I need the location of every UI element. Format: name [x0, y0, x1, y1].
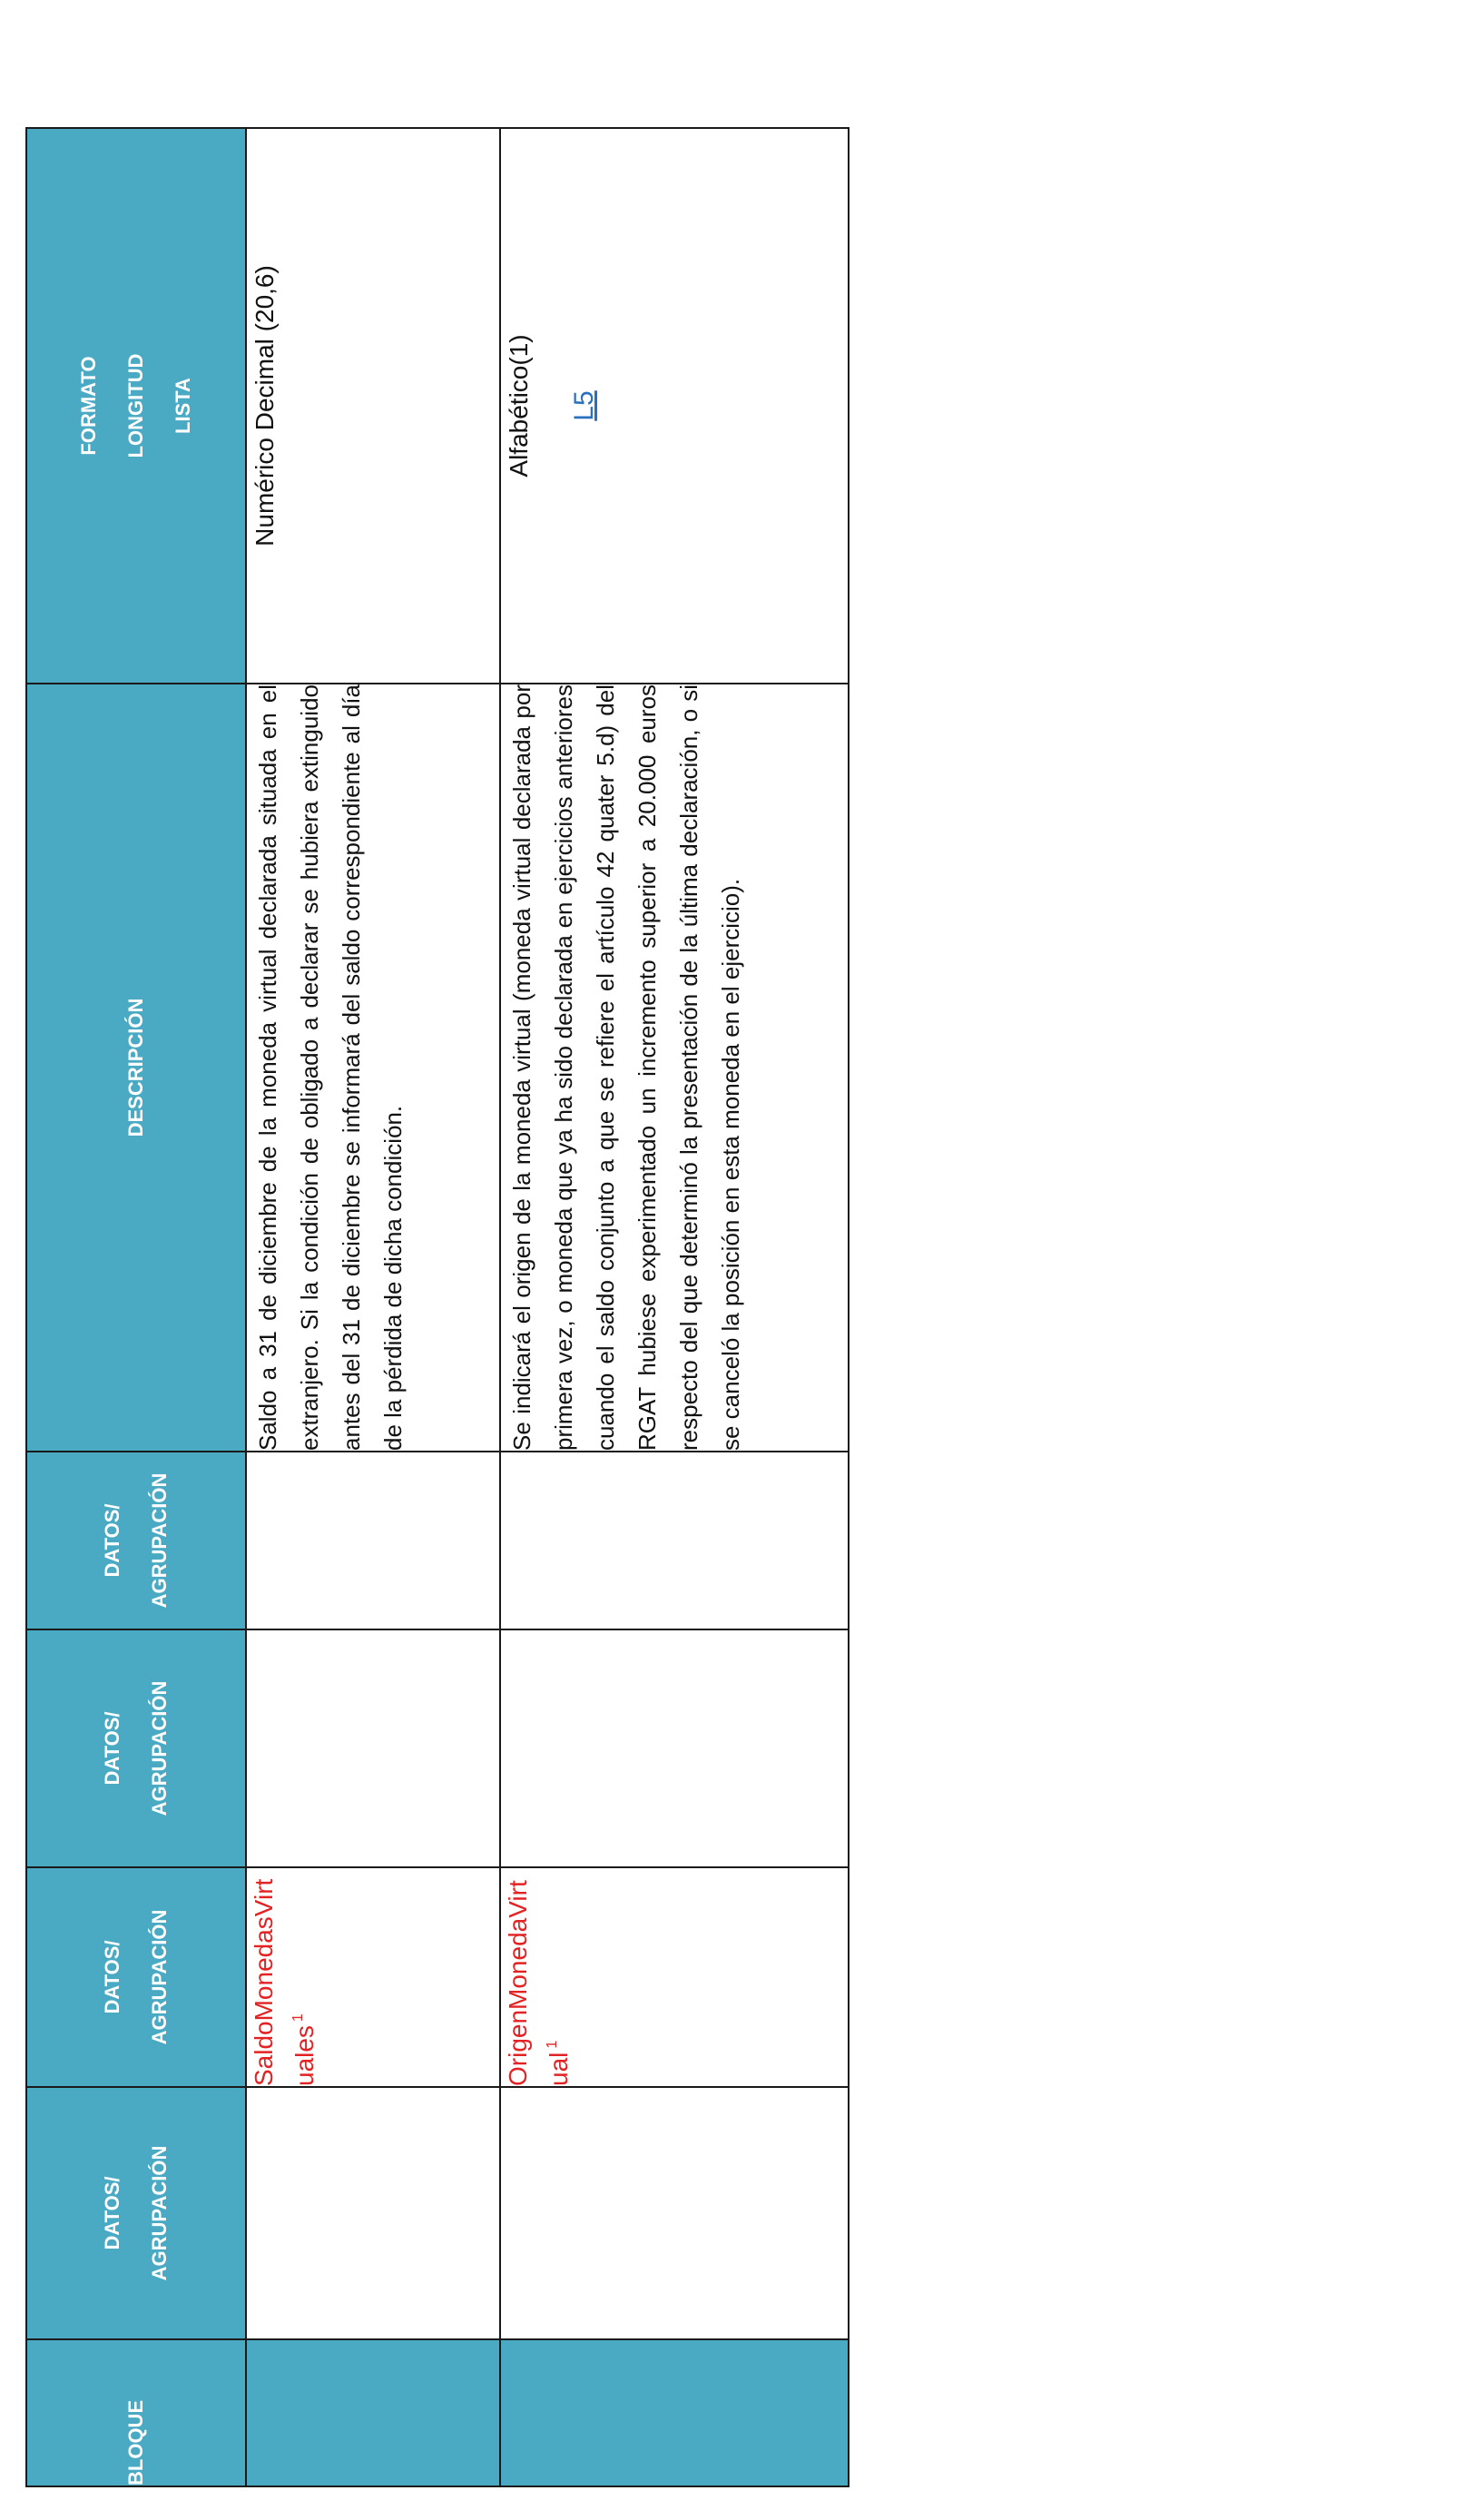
datos-cell [500, 1452, 849, 1629]
header-datos-agrupacion-3 [26, 1629, 246, 1867]
datos-cell [500, 2087, 849, 2339]
format-cell [246, 128, 500, 684]
format-cell [500, 128, 849, 684]
header-datos-line: DATOS/ [101, 2176, 123, 2250]
footnote-marker: 1 [545, 2040, 560, 2049]
field-name-cell [246, 1867, 500, 2087]
datos-cell [246, 1629, 500, 1867]
table-row [500, 128, 849, 2486]
header-formato-longitud-lista [26, 128, 246, 684]
header-descripcion: DESCRIPCIÓN [26, 684, 246, 1452]
table-row [246, 128, 500, 2486]
datos-cell [246, 2087, 500, 2339]
header-longitud-line: LONGITUD [124, 353, 147, 458]
header-datos-agrupacion-4 [26, 1452, 246, 1629]
header-formato-line: FORMATO [77, 356, 100, 456]
description-cell: Se indicará el origen de la moneda virtual (moneda virtual declarada por primera vez, o moneda que ya ha sido declarada en ejercicios anteriores cuando el saldo conjunto a que se refiere el artículo 42 quater 5.d) del RGAT hubiese experimentado un incremento superior a 20.000 euros respecto del que determinó la presentación de la última declaración, o si se canceló la posición en esta moneda en el ejercicio). [500, 684, 849, 1452]
header-agrupacion-line: AGRUPACIÓN [148, 1472, 171, 1609]
datos-cell [246, 1452, 500, 1629]
bloque-cell [500, 2339, 849, 2486]
header-datos-agrupacion-2 [26, 1867, 246, 2087]
field-name-cell [500, 1867, 849, 2087]
header-datos-line: DATOS/ [101, 1503, 123, 1578]
header-agrupacion-line: AGRUPACIÓN [148, 1909, 171, 2045]
header-bloque: BLOQUE [26, 2339, 246, 2486]
header-datos-line: DATOS/ [101, 1711, 123, 1786]
header-datos-agrupacion-1 [26, 2087, 246, 2339]
footnote-marker: 1 [290, 2013, 306, 2023]
header-agrupacion-line: AGRUPACIÓN [148, 1680, 171, 1816]
header-agrupacion-line: AGRUPACIÓN [148, 2145, 171, 2281]
field-name: SaldoMonedasVirtuales [250, 1878, 319, 2086]
field-name: OrigenMonedaVirtual [504, 1880, 573, 2086]
description-cell: Saldo a 31 de diciembre de la moneda virtual declarada situada en el extranjero. Si la condición de obligado a declarar se hubiera extinguido antes del 31 de diciembre se informará del saldo correspondiente al día de la pérdida de dicha condición. [246, 684, 500, 1452]
field-definition-table [25, 127, 850, 2487]
list-l5-link[interactable]: L5 [569, 390, 599, 421]
format-value: Alfabético(1) [505, 334, 533, 477]
datos-cell [500, 1629, 849, 1867]
header-lista-line: LISTA [172, 378, 194, 434]
format-value: Numérico Decimal (20,6) [250, 265, 279, 546]
header-datos-line: DATOS/ [101, 1940, 123, 2014]
header-row [26, 128, 246, 2486]
bloque-cell [246, 2339, 500, 2486]
